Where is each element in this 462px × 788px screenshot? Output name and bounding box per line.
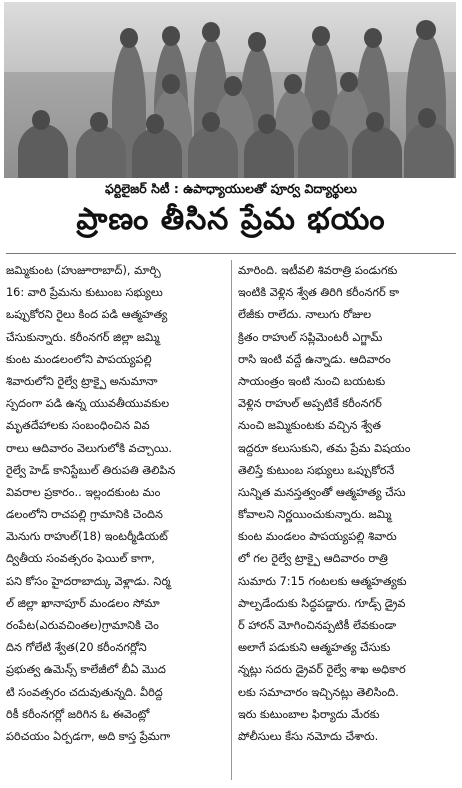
photo-head (364, 28, 382, 48)
article-line: టి సంవత్సరం చదువుతున్నది. వీరిద్ద (6, 685, 163, 699)
photo-person (132, 128, 182, 178)
photo-person (18, 124, 68, 178)
article-line: మారింది. ఇటీవలి శివరాత్రి పండుగకు (238, 264, 398, 277)
photo-person (298, 124, 348, 178)
photo-head (146, 114, 164, 134)
article-line: జమ్మికుంట (హుజూరాబాద్), మార్చి (6, 264, 161, 277)
photo-head (224, 76, 242, 96)
article-line: లేజీకు రాలేదు. నాలుగు రోజుల (238, 308, 372, 322)
article-line: అలాగే పడుకుని ఆత్మహత్య చేసుకు (238, 641, 391, 655)
photo-person (244, 128, 294, 178)
photo-head (202, 112, 220, 132)
article-column-right (238, 260, 456, 748)
column-divider (231, 260, 232, 780)
photo-head (340, 72, 358, 92)
article-body (6, 260, 456, 780)
photo-head (258, 114, 276, 134)
photo-person (76, 126, 126, 178)
article-line: డలంలోని రాచపల్లి గ్రామానికి చెందిన (6, 508, 163, 522)
photo-head (312, 26, 330, 46)
photo-head (418, 108, 436, 128)
article-line: నుంచి జమ్మికుంటకు వచ్చిన శ్వేత (238, 419, 382, 433)
headline: ప్రాణం తీసిన ప్రేమ భయం (76, 202, 386, 237)
article-line: పరిచయం ఏర్పడగా, అది కాస్త ప్రేమగా (6, 729, 171, 743)
article-line: క్రితం రాహుల్ సప్లిమెంటరీ ఎగ్జామ్ (238, 330, 383, 344)
article-line: రంపేట(ఎరువచింతల)గ్రామానికి చెం (6, 619, 159, 632)
article-line: 16: వారి ప్రేమను కుటుంబ సభ్యులు (6, 286, 163, 300)
article-line: సాయంత్రం ఇంటి నుంచి బయటకు (238, 374, 386, 388)
article-line: పోలీసులు కేసు నమోదు చేశారు. (238, 729, 379, 743)
photo-head (202, 22, 220, 42)
article-line: ఇంటికి వెళ్లిన శ్వేత తిరిగి కరీంనగర్ కా (238, 286, 400, 300)
article-line: వెళ్లిన రాహుల్ అప్పటికే కరీంనగర్ (238, 397, 382, 411)
article-line: ద్వితీయ సంవత్సరం ఫెయిల్ కాగా, (6, 552, 155, 566)
article-line: పాల్పడేందుకు సిద్ధపడ్డారు. గూడ్స్ డ్రైవ (238, 596, 406, 610)
article-line: మృతదేహాలకు సంబంధించిన వివ (6, 419, 150, 433)
photo-head (284, 74, 302, 94)
photo-head (162, 26, 180, 46)
photo-head (90, 112, 108, 132)
article-line: చేసుకున్నారు. కరీంనగర్ జిల్లా జమ్మి (6, 330, 160, 344)
article-line: రైల్వే హెడ్ కానిస్టేబుల్ తిరుపతి తెలిపిన (6, 463, 176, 477)
photo-person (352, 126, 402, 178)
article-line: కుంట మండలంలోని పాపయ్యపల్లి (6, 352, 152, 366)
article-line: ఒప్పుకోరని రైలు కింద పడి ఆత్మహత్య (6, 308, 168, 322)
article-line: రాలు ఆదివారం వెలుగులోకి వచ్చాయి. (6, 441, 172, 455)
article-line: ర్ హారన్ మోగించినప్పటికీ లేవకుండా (238, 619, 397, 632)
photo-head (120, 28, 138, 48)
photo-head (248, 32, 266, 52)
article-line: ల్ జిల్లా ఖానాపూర్ మండలం సోమా (6, 596, 160, 610)
article-line: న్నట్లు సదరు డ్రైవర్ రైల్వే శాఖ అధికార (238, 663, 406, 677)
article-column-left (6, 260, 224, 748)
photo-person (404, 122, 454, 178)
article-line: ఇరు కుటుంబాల ఫిర్యాదు మేరకు (238, 707, 380, 721)
photo-head (416, 20, 436, 40)
photo-person (188, 126, 238, 178)
article-line: సున్నిత మనస్తత్వంతో ఆత్మహత్య చేసు (238, 485, 406, 499)
photo-head (32, 110, 50, 130)
article-line: లో గల రైల్వే ట్రాక్పై ఆదివారం రాత్రి (238, 552, 388, 566)
article-line: దిన గోలేటి శ్వేత(20 కరీంనగర్లోని (6, 641, 147, 655)
photo-head (312, 110, 330, 130)
article-line: స్పదంగా పడి ఉన్న యువతీయువకుల (6, 397, 170, 411)
article-line: రికీ కరీంనగర్లో జరిగిన ఓ ఈవెంట్లో (6, 707, 150, 721)
article-line: రాసి ఇంటి వద్దే ఉన్నాడు. ఆదివారం (238, 352, 391, 366)
article-line: లకు సమాచారం ఇచ్చినట్లు తెలిసింది. (238, 685, 399, 699)
article-line: సుమారు 7:15 గంటలకు ఆత్మహత్యకు (238, 574, 407, 588)
article-line: ఇద్దరూ కలుసుకుని, తమ ప్రేమ విషయం (238, 441, 411, 455)
article-line: కోవాలని నిర్ణయించుకున్నారు. జమ్మి (238, 508, 392, 522)
photo-head (162, 74, 180, 94)
photo-caption: ఫర్టిలైజర్ సిటీ : ఉపాధ్యాయులతో పూర్వ విద్యార్థులు (105, 181, 357, 196)
article-line: తెలిస్తే కుటుంబ సభ్యులు ఒప్పుకోరనే (238, 463, 395, 477)
article-line: ప్రభుత్వ ఉమెన్స్ కాలేజీలో బీఏ మొద (6, 663, 166, 677)
article-line: పని కోసం హైదరాబాద్కు వెళ్లాడు. నిర్మ (6, 574, 171, 588)
photo-background-wall (4, 2, 456, 72)
group-photo (4, 2, 456, 178)
article-line: శివారులోని రైల్వే ట్రాక్పై అనుమానా (6, 374, 158, 388)
photo-head (366, 112, 384, 132)
headline-rule (6, 253, 456, 254)
article-line: కుంట మండలం పాపయ్యపల్లి శివారు (238, 530, 397, 544)
article-line: వివరాల ప్రకారం.. ఇల్లందకుంట మం (6, 485, 161, 499)
article-line: మెనుగు రాహుల్(18) ఇంటర్మీడియట్ (6, 530, 168, 544)
